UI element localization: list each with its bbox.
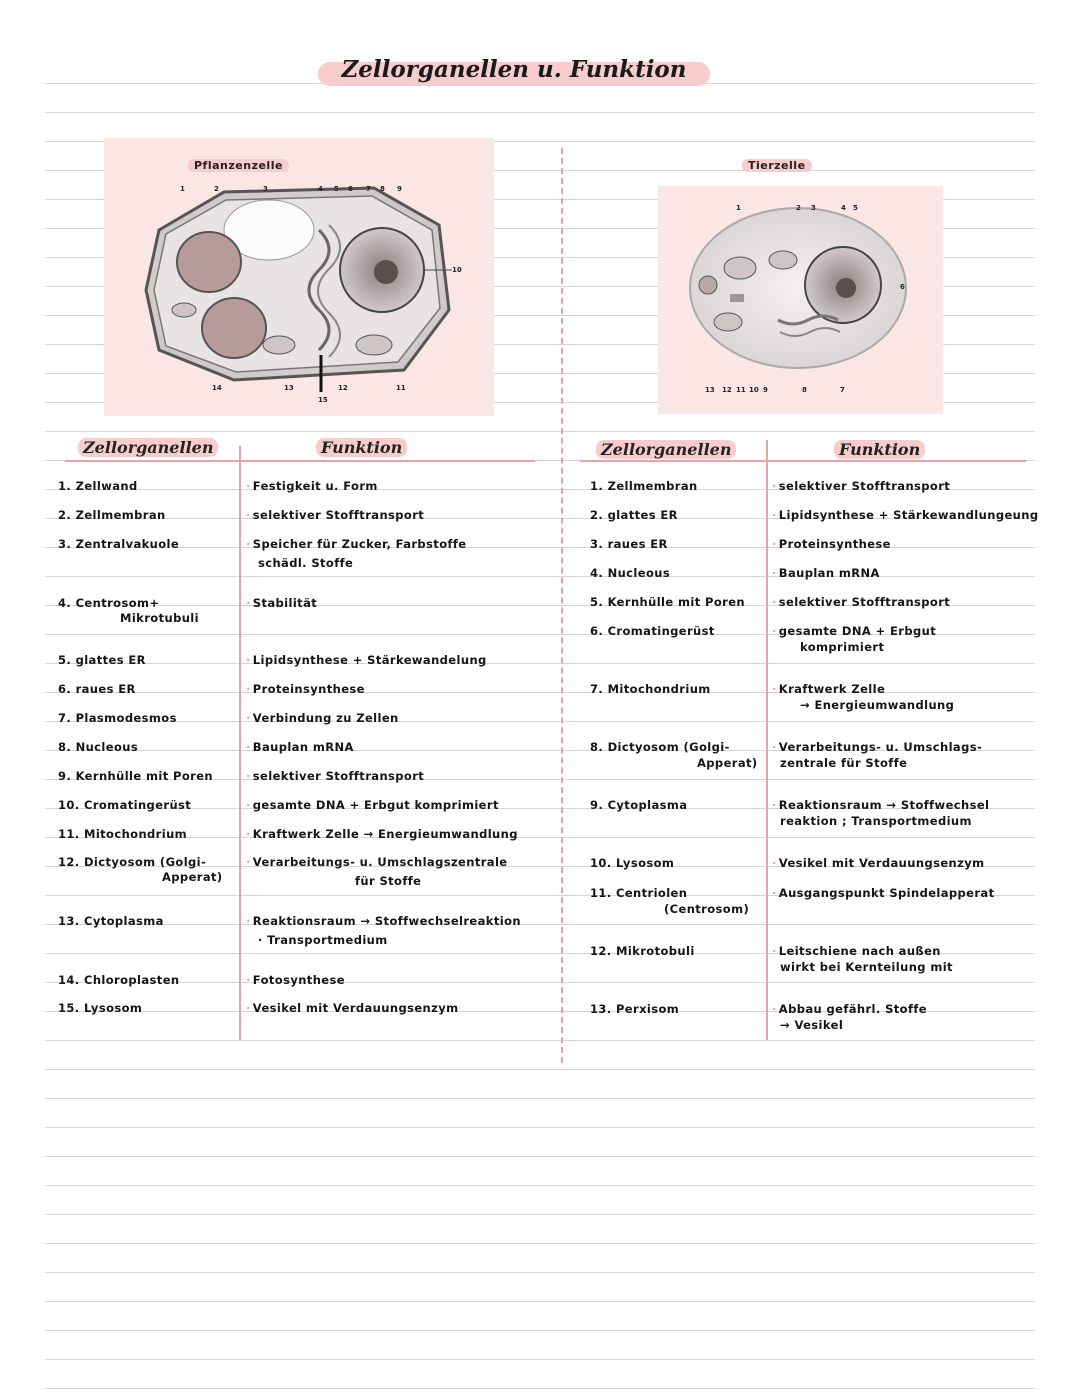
left-organelle-function: · Vesikel mit Verdauungsenzym [246, 1001, 458, 1015]
right-organelle-name: 5. Kernhülle mit Poren [590, 595, 746, 609]
right-organelle-function: · Leitschiene nach außen [772, 944, 941, 958]
right-organelle-name-cont: (Centrosom) [664, 902, 750, 916]
right-organelle-function: · Ausgangspunkt Spindelapperat [772, 886, 995, 900]
ruled-line [45, 1069, 1035, 1070]
right-organelle-name: 10. Lysosom [590, 856, 675, 870]
right-organelle-function: · gesamte DNA + Erbgut [772, 624, 936, 638]
diagram-number-label: 3 [263, 185, 268, 193]
left-organelle-function: · Festigkeit u. Form [246, 479, 378, 493]
ruled-line [45, 1359, 1035, 1360]
right-organelle-name: 8. Dictyosom (Golgi- [590, 740, 730, 754]
ruled-line [45, 1272, 1035, 1273]
left-organelle-name: 4. Centrosom+ [58, 596, 160, 610]
diagram-number-label: 1 [180, 185, 185, 193]
ruled-line [45, 982, 1035, 983]
right-organelle-function-cont: → Vesikel [780, 1018, 844, 1032]
diagram-number-label: 3 [811, 204, 816, 212]
left-organelle-name-cont: Mikrotubuli [120, 611, 199, 625]
right-organelle-function: · Bauplan mRNA [772, 566, 880, 580]
ruled-line [45, 1156, 1035, 1157]
left-organelle-name: 15. Lysosom [58, 1001, 143, 1015]
diagram-number-label: 15 [318, 396, 328, 404]
diagram-number-label: 12 [722, 386, 732, 394]
right-organelle-name: 3. raues ER [590, 537, 668, 551]
diagram-number-label: 2 [214, 185, 219, 193]
left-organelle-name: 8. Nucleous [58, 740, 139, 754]
left-organelle-function: · Verarbeitungs- u. Umschlagszentrale [246, 855, 508, 869]
diagram-number-label: 1 [736, 204, 741, 212]
diagram-number-label: 13 [284, 384, 294, 392]
ruled-line [45, 663, 1035, 664]
ruled-line [45, 837, 1035, 838]
animal-cell-illustration [658, 200, 943, 390]
left-organelle-function: · Verbindung zu Zellen [246, 711, 399, 725]
left-header-organelle: Zellorganellen [78, 438, 218, 457]
right-organelle-function: · Proteinsynthese [772, 537, 891, 551]
left-organelle-name: 7. Plasmodesmos [58, 711, 177, 725]
right-organelle-function-cont: wirkt bei Kernteilung mit [780, 960, 953, 974]
diagram-number-label: 10 [749, 386, 759, 394]
left-organelle-name: 9. Kernhülle mit Poren [58, 769, 214, 783]
left-organelle-function: · Fotosynthese [246, 973, 345, 987]
right-organelle-name: 6. Cromatingerüst [590, 624, 715, 638]
right-organelle-name-cont: Apperat) [697, 756, 758, 770]
left-column-rule [239, 446, 241, 1040]
diagram-number-label: 9 [397, 185, 402, 193]
diagram-number-label: 5 [334, 185, 339, 193]
diagram-number-label: 8 [802, 386, 807, 394]
right-organelle-function: · Vesikel mit Verdauungsenzym [772, 856, 984, 870]
left-organelle-name: 6. raues ER [58, 682, 136, 696]
right-column-rule [766, 440, 768, 1040]
left-organelle-name: 5. glattes ER [58, 653, 146, 667]
right-organelle-function: · Lipidsynthese + Stärkewandlungeung [772, 508, 1038, 522]
right-organelle-name: 2. glattes ER [590, 508, 678, 522]
ruled-line [45, 431, 1035, 432]
right-organelle-function: · Reaktionsraum → Stoffwechsel [772, 798, 989, 812]
right-organelle-name: 4. Nucleous [590, 566, 671, 580]
diagram-number-label: 9 [763, 386, 768, 394]
ruled-line [45, 1185, 1035, 1186]
left-organelle-name-cont: Apperat) [162, 870, 223, 884]
right-organelle-name: 11. Centriolen [590, 886, 688, 900]
diagram-number-label: 7 [366, 185, 371, 193]
ruled-line [45, 576, 1035, 577]
left-organelle-function: · Lipidsynthese + Stärkewandelung [246, 653, 487, 667]
right-organelle-function: · Verarbeitungs- u. Umschlags- [772, 740, 982, 754]
right-organelle-function: · selektiver Stofftransport [772, 595, 950, 609]
left-organelle-function: · Proteinsynthese [246, 682, 365, 696]
left-organelle-function: · selektiver Stofftransport [246, 508, 424, 522]
diagram-number-label: 6 [348, 185, 353, 193]
diagram-number-label: 6 [900, 283, 905, 291]
diagram-number-label: 13 [705, 386, 715, 394]
diagram-number-label: 4 [841, 204, 846, 212]
right-header-organelle: Zellorganellen [596, 440, 736, 459]
diagram-number-label: 14 [212, 384, 222, 392]
diagram-number-label: 7 [840, 386, 845, 394]
right-organelle-function-cont: → Energieumwandlung [800, 698, 955, 712]
right-organelle-function: · Kraftwerk Zelle [772, 682, 885, 696]
left-header-rule [65, 460, 535, 462]
left-organelle-name: 1. Zellwand [58, 479, 138, 493]
diagram-number-label: 2 [796, 204, 801, 212]
right-organelle-function: · selektiver Stofftransport [772, 479, 950, 493]
ruled-line [45, 1127, 1035, 1128]
ruled-line [45, 721, 1035, 722]
diagram-number-label: 11 [396, 384, 406, 392]
left-header-function: Funktion [316, 438, 407, 457]
right-organelle-function: · Abbau gefährl. Stoffe [772, 1002, 927, 1016]
left-organelle-function: · Kraftwerk Zelle → Energieumwandlung [246, 827, 518, 841]
left-organelle-function: · Reaktionsraum → Stoffwechselreaktion [246, 914, 521, 928]
right-organelle-name: 1. Zellmembran [590, 479, 698, 493]
plant-cell-label: Pflanzenzelle [188, 159, 289, 172]
left-organelle-function: · selektiver Stofftransport [246, 769, 424, 783]
diagram-number-label: 11 [736, 386, 746, 394]
ruled-line [45, 112, 1035, 113]
diagram-number-label: 8 [380, 185, 385, 193]
left-organelle-name: 11. Mitochondrium [58, 827, 188, 841]
left-organelle-function-cont: für Stoffe [355, 874, 422, 888]
right-organelle-function-cont: reaktion ; Transportmedium [780, 814, 972, 828]
ruled-line [45, 692, 1035, 693]
left-organelle-function: · Stabilität [246, 596, 317, 610]
ruled-line [45, 924, 1035, 925]
diagram-number-label: 4 [318, 185, 323, 193]
left-organelle-name: 14. Chloroplasten [58, 973, 180, 987]
left-organelle-function: · gesamte DNA + Erbgut komprimiert [246, 798, 499, 812]
page-title: Zellorganellen u. Funktion [341, 56, 687, 83]
ruled-line [45, 1243, 1035, 1244]
diagram-number-label: 12 [338, 384, 348, 392]
column-divider [561, 148, 563, 1063]
right-organelle-function-cont: zentrale für Stoffe [780, 756, 908, 770]
left-organelle-function-cont: schädl. Stoffe [258, 556, 354, 570]
right-organelle-function-cont: komprimiert [800, 640, 885, 654]
left-organelle-function: · Speicher für Zucker, Farbstoffe [246, 537, 467, 551]
left-organelle-name: 10. Cromatingerüst [58, 798, 192, 812]
ruled-line [45, 1388, 1035, 1389]
diagram-number-label: 5 [853, 204, 858, 212]
left-organelle-name: 12. Dictyosom (Golgi- [58, 855, 207, 869]
plant-cell-illustration [104, 170, 494, 410]
right-header-rule [580, 460, 1026, 462]
ruled-line [45, 1098, 1035, 1099]
left-organelle-name: 2. Zellmembran [58, 508, 166, 522]
right-organelle-name: 12. Mikrotobuli [590, 944, 695, 958]
left-organelle-name: 3. Zentralvakuole [58, 537, 180, 551]
left-organelle-name: 13. Cytoplasma [58, 914, 164, 928]
ruled-line [45, 1301, 1035, 1302]
ruled-line [45, 1040, 1035, 1041]
right-organelle-name: 13. Perxisom [590, 1002, 680, 1016]
right-header-function: Funktion [834, 440, 925, 459]
left-organelle-function: · Bauplan mRNA [246, 740, 354, 754]
ruled-line [45, 1330, 1035, 1331]
page-title-highlight [318, 56, 710, 86]
diagram-number-label: 10 [452, 266, 462, 274]
right-organelle-name: 9. Cytoplasma [590, 798, 688, 812]
animal-cell-label: Tierzelle [742, 159, 812, 172]
left-organelle-function-cont: · Transportmedium [258, 933, 388, 947]
ruled-line [45, 1214, 1035, 1215]
right-organelle-name: 7. Mitochondrium [590, 682, 711, 696]
